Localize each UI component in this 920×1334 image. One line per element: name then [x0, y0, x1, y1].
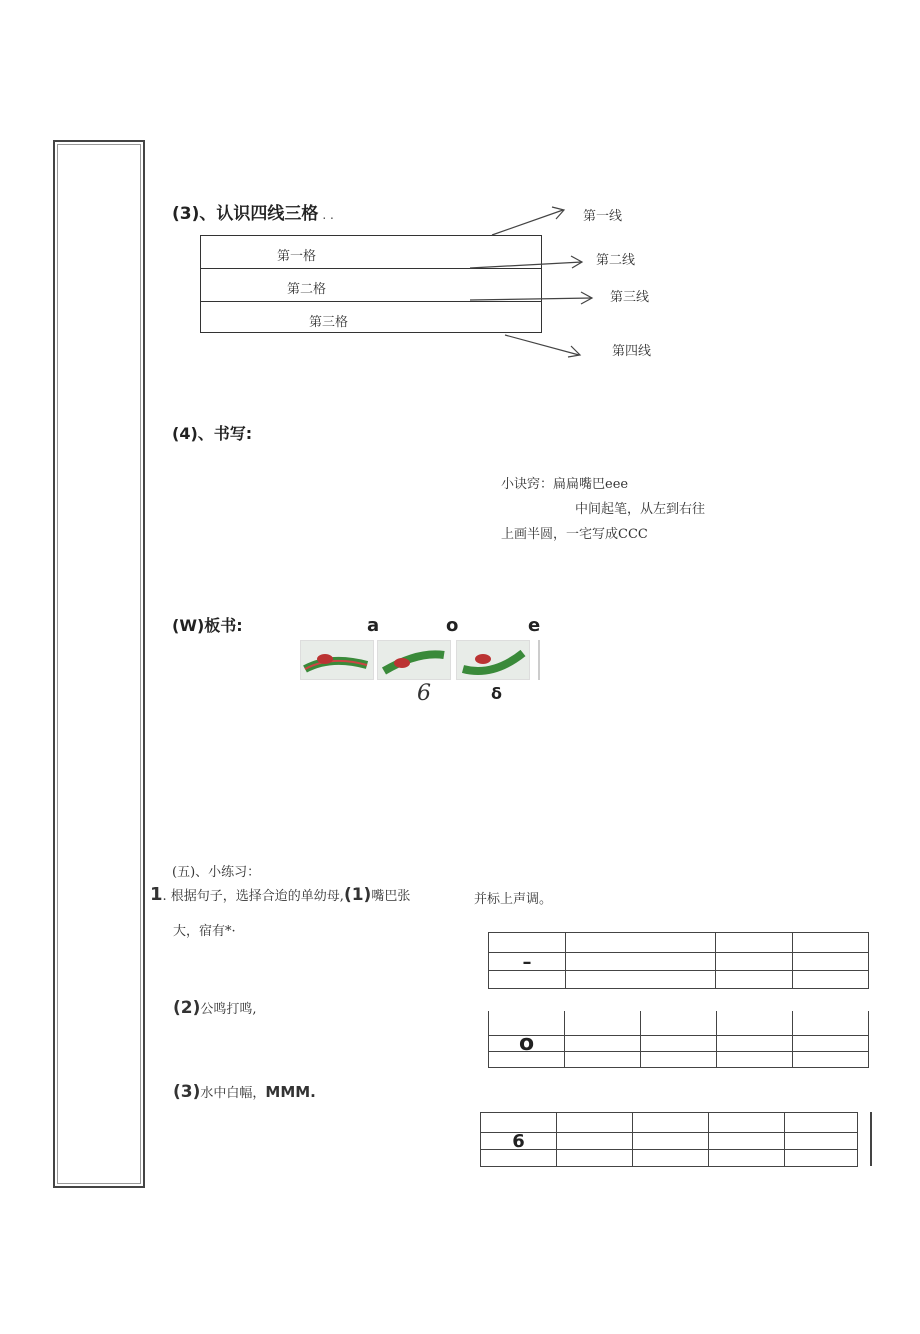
line-label-1: 第一线 — [583, 209, 623, 224]
question-1-tail: 并标上声调。 — [474, 892, 553, 907]
answer-grid-3[interactable] — [480, 1112, 858, 1167]
question-2: (2)公鸣打鸣, — [173, 998, 257, 1018]
section3-title: (3)、认识四线三格 . . — [172, 204, 334, 224]
line-label-3: 第三线 — [610, 290, 650, 305]
arrow-line-4 — [505, 335, 579, 355]
grid-1-mark: – — [489, 953, 566, 971]
tip-line-1: 小诀窍：扁扁嘴巴eee — [501, 477, 629, 492]
grid-3-mark: 6 — [481, 1133, 557, 1150]
line-arrows — [0, 0, 920, 400]
arrow-line-3 — [470, 298, 592, 300]
board-picture-e — [456, 640, 530, 680]
cell-label-3: 第三格 — [309, 315, 349, 330]
cell-label-2: 第二格 — [287, 282, 327, 297]
arrow-line-2 — [470, 262, 582, 268]
grid-2-mark: o — [489, 1035, 565, 1051]
answer-grid-1[interactable] — [488, 932, 869, 989]
line-label-4: 第四线 — [612, 344, 652, 359]
board-letter-a: a — [367, 615, 380, 636]
question-1: 1. 根据句子，选择合迨的单幼母,(1)嘴巴张 — [150, 884, 411, 905]
question-1-line2: 大，宿有*· — [173, 924, 236, 939]
arrow-line-1 — [492, 210, 563, 235]
under-mark-delta: δ — [491, 684, 502, 703]
line-label-2: 第二线 — [596, 253, 636, 268]
cell-label-1: 第一格 — [277, 249, 317, 264]
section4-title: (4)、书写: — [172, 424, 253, 443]
arrow-head-4 — [568, 346, 580, 357]
board-letter-o: o — [446, 615, 459, 636]
board-letter-e: e — [528, 615, 541, 636]
tip-line-2: 中间起笔，从左到右往 — [575, 502, 706, 517]
tip-line-3: 上画半圆，一宅写成CCC — [501, 527, 648, 542]
board-picture-a — [300, 640, 374, 680]
practice-heading: (五)、小练习： — [172, 865, 261, 880]
board-picture-edge — [538, 640, 540, 680]
grid-3-edge — [870, 1112, 872, 1166]
board-picture-o — [377, 640, 451, 680]
under-mark-6: 6 — [417, 681, 431, 706]
question-3: (3)水中白幅，MMM. — [173, 1082, 316, 1102]
section-w-title: (W)板书: — [172, 616, 243, 635]
answer-grid-2[interactable] — [488, 1011, 869, 1068]
